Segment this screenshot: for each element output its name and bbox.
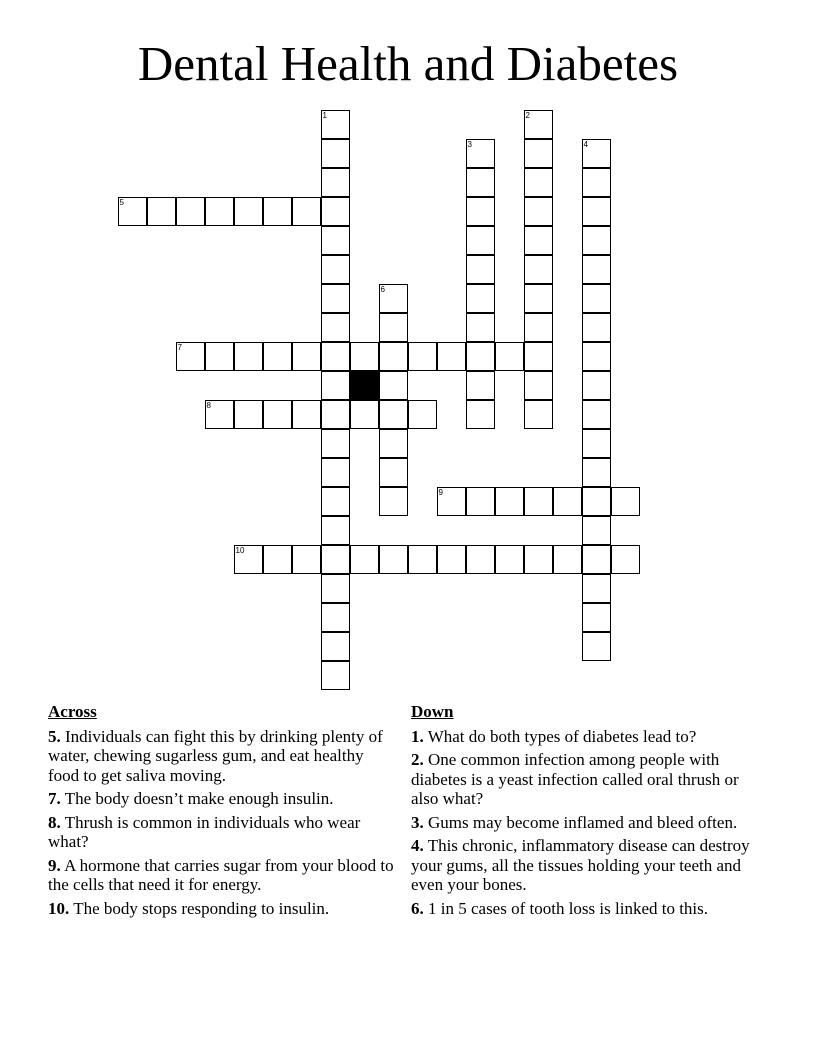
clue-number: 4. [411, 836, 424, 855]
grid-cell[interactable] [321, 139, 350, 168]
grid-cell[interactable] [582, 226, 611, 255]
grid-cell[interactable] [582, 603, 611, 632]
clue-number: 2. [411, 750, 424, 769]
grid-cell[interactable] [437, 545, 466, 574]
grid-cell[interactable] [495, 342, 524, 371]
grid-cell[interactable] [495, 487, 524, 516]
clue-number: 10. [48, 898, 70, 918]
grid-cell[interactable] [582, 487, 611, 516]
grid-cell[interactable] [321, 574, 350, 603]
grid-cell[interactable] [524, 168, 553, 197]
grid-cell[interactable] [321, 110, 350, 139]
page-title: Dental Health and Diabetes [137, 36, 679, 91]
grid-cell[interactable] [466, 487, 495, 516]
grid-cell[interactable] [582, 429, 611, 458]
grid-cell[interactable] [408, 545, 437, 574]
grid-cell[interactable] [466, 400, 495, 429]
clue-text: Individuals can fight this by drinking plenty of water, chewing sugarless gum, and eat healthy food to get saliva moving. [48, 726, 383, 785]
grid-cell[interactable] [350, 342, 379, 371]
grid-cell[interactable] [321, 632, 350, 661]
grid-cell[interactable] [321, 603, 350, 632]
clue-number: 1. [411, 726, 424, 746]
grid-cell[interactable] [321, 168, 350, 197]
grid-cell[interactable] [553, 545, 582, 574]
across-clue [48, 727, 398, 786]
grid-cell[interactable] [582, 574, 611, 603]
down-clue [411, 836, 761, 895]
clue-number: 8. [48, 812, 61, 832]
clue-text: A hormone that carries sugar from your blood to the cells that need it for energy. [48, 855, 394, 894]
grid-cell[interactable] [524, 226, 553, 255]
grid-cell[interactable] [234, 197, 263, 226]
grid-cell[interactable] [524, 371, 553, 400]
grid-cell[interactable] [611, 487, 640, 516]
grid-cell[interactable] [263, 545, 292, 574]
grid-cell[interactable] [466, 197, 495, 226]
grid-cell[interactable] [582, 516, 611, 545]
grid-cell[interactable] [524, 313, 553, 342]
grid-cell[interactable] [466, 284, 495, 313]
grid-cell[interactable] [263, 400, 292, 429]
grid-cell[interactable] [321, 516, 350, 545]
clue-number-label: 10 [235, 546, 245, 555]
clue-text: One common infection among people with diabetes is a yeast infection called oral thrush or also what? [411, 750, 739, 808]
across-clues [48, 702, 398, 922]
clue-text: What do both types of diabetes lead to? [427, 726, 697, 746]
down-clue [411, 750, 761, 809]
grid-cell[interactable] [524, 487, 553, 516]
grid-cell[interactable] [437, 487, 466, 516]
grid-cell[interactable] [321, 284, 350, 313]
clue-number-label: 9 [438, 488, 443, 497]
clue-number-label: 7 [177, 343, 182, 352]
clue-number: 3. [411, 812, 424, 832]
grid-cell[interactable] [321, 226, 350, 255]
clue-number-label: 5 [119, 198, 124, 207]
grid-cell[interactable] [524, 110, 553, 139]
clue-number: 7. [48, 789, 61, 808]
grid-cell[interactable] [321, 429, 350, 458]
across-clue [48, 856, 398, 895]
grid-cell[interactable] [379, 400, 408, 429]
grid-cell[interactable] [582, 458, 611, 487]
clue-number-label: 2 [525, 111, 530, 120]
grid-cell[interactable] [350, 400, 379, 429]
grid-cell[interactable] [466, 139, 495, 168]
across-clue [48, 899, 398, 919]
grid-cell[interactable] [379, 313, 408, 342]
grid-cell[interactable] [321, 371, 350, 400]
grid-cell[interactable] [379, 342, 408, 371]
clue-text: The body stops responding to insulin. [73, 898, 330, 918]
clue-number-label: 1 [322, 111, 327, 120]
grid-cell[interactable] [466, 255, 495, 284]
clue-text: This chronic, inflammatory disease can destroy your gums, all the tissues holding your teeth and even your bones. [411, 836, 750, 894]
grid-cell[interactable] [582, 197, 611, 226]
clue-number: 5. [48, 726, 61, 746]
grid-cell[interactable] [466, 371, 495, 400]
grid-cell[interactable] [553, 487, 582, 516]
grid-cell[interactable] [263, 342, 292, 371]
clue-number-label: 8 [206, 401, 211, 410]
grid-cell[interactable] [582, 371, 611, 400]
grid-cell[interactable] [524, 197, 553, 226]
clue-text: Thrush is common in individuals who wear what? [48, 812, 361, 851]
grid-cell[interactable] [292, 197, 321, 226]
grid-cell[interactable] [321, 400, 350, 429]
grid-cell[interactable] [292, 342, 321, 371]
grid-cell[interactable] [582, 342, 611, 371]
grid-cell[interactable] [611, 545, 640, 574]
grid-cell[interactable] [292, 400, 321, 429]
down-clue [411, 813, 761, 833]
clue-number: 9. [48, 855, 61, 875]
grid-cell[interactable] [466, 226, 495, 255]
grid-cell[interactable] [495, 545, 524, 574]
clue-number-label: 6 [380, 285, 385, 294]
grid-cell[interactable] [321, 197, 350, 226]
grid-cell[interactable] [379, 458, 408, 487]
grid-cell[interactable] [379, 545, 408, 574]
grid-cell[interactable] [263, 197, 292, 226]
grid-cell[interactable] [524, 545, 553, 574]
across-heading: Across [48, 702, 97, 721]
grid-cell[interactable] [379, 371, 408, 400]
clue-number-label: 3 [467, 140, 472, 149]
grid-cell[interactable] [582, 313, 611, 342]
grid-cell[interactable] [408, 342, 437, 371]
grid-cell[interactable] [321, 313, 350, 342]
clue-text: 1 in 5 cases of tooth loss is linked to this. [428, 898, 709, 918]
grid-cell[interactable] [234, 342, 263, 371]
grid-cell[interactable] [582, 284, 611, 313]
grid-cell[interactable] [234, 545, 263, 574]
grid-cell[interactable] [466, 342, 495, 371]
grid-cell[interactable] [379, 487, 408, 516]
grid-cell[interactable] [205, 400, 234, 429]
grid-cell[interactable] [176, 342, 205, 371]
grid-cell[interactable] [582, 255, 611, 284]
across-clue [48, 813, 398, 852]
grid-cell[interactable] [205, 197, 234, 226]
grid-cell[interactable] [321, 255, 350, 284]
clue-text: The body doesn’t make enough insulin. [64, 789, 334, 808]
down-clue [411, 727, 761, 747]
down-heading: Down [411, 702, 454, 721]
grid-cell[interactable] [582, 545, 611, 574]
grid-cell[interactable] [321, 661, 350, 690]
down-clue [411, 899, 761, 919]
grid-cell[interactable] [321, 487, 350, 516]
grid-cell[interactable] [524, 342, 553, 371]
grid-cell[interactable] [379, 429, 408, 458]
grid-cell[interactable] [292, 545, 321, 574]
clue-text: Gums may become inflamed and bleed often. [428, 812, 738, 832]
grid-cell[interactable] [524, 400, 553, 429]
grid-cell[interactable] [205, 342, 234, 371]
grid-cell[interactable] [582, 632, 611, 661]
down-clues [411, 702, 761, 922]
grid-block [350, 371, 379, 400]
grid-cell[interactable] [524, 284, 553, 313]
grid-cell[interactable] [466, 313, 495, 342]
grid-cell[interactable] [379, 284, 408, 313]
clue-number: 6. [411, 898, 424, 918]
grid-cell[interactable] [524, 255, 553, 284]
grid-cell[interactable] [147, 197, 176, 226]
grid-cell[interactable] [582, 139, 611, 168]
grid-cell[interactable] [350, 545, 379, 574]
grid-cell[interactable] [408, 400, 437, 429]
grid-cell[interactable] [466, 168, 495, 197]
grid-cell[interactable] [118, 197, 147, 226]
grid-cell[interactable] [176, 197, 205, 226]
grid-cell[interactable] [466, 545, 495, 574]
across-clue [48, 789, 398, 809]
grid-cell[interactable] [437, 342, 466, 371]
grid-cell[interactable] [321, 545, 350, 574]
grid-cell[interactable] [582, 400, 611, 429]
grid-cell[interactable] [234, 400, 263, 429]
grid-cell[interactable] [582, 168, 611, 197]
grid-cell[interactable] [524, 139, 553, 168]
grid-cell[interactable] [321, 342, 350, 371]
grid-cell[interactable] [321, 458, 350, 487]
clue-number-label: 4 [583, 140, 588, 149]
